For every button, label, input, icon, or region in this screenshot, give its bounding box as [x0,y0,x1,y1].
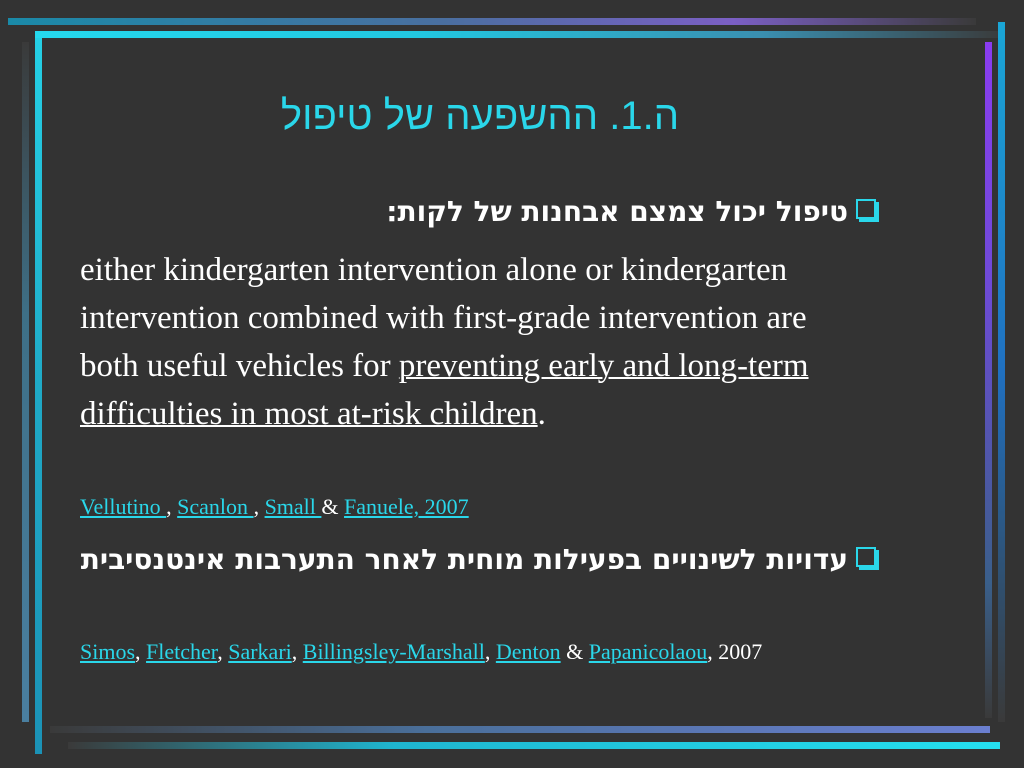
citation-separator: , [291,639,303,664]
frame-bar-right-inner [985,42,992,718]
author-link-small[interactable]: Small [264,494,322,519]
bullet-text-1: טיפול יכול צמצם אבחנות של לקות: [386,195,848,228]
citation-year: , 2007 [707,639,763,664]
square-bullet-icon [856,547,876,567]
citation-separator: , [484,639,496,664]
citation-separator: & [560,639,589,664]
author-link-denton[interactable]: Denton [495,639,561,664]
citation-separator: , [217,639,229,664]
quote-paragraph [80,246,840,438]
author-link-sarkari[interactable]: Sarkari [228,639,292,664]
citation-2 [80,635,880,669]
author-link-billingsley-marshall[interactable]: Billingsley-Marshall [302,639,485,664]
quote-text: either kindergarten intervention alone or kindergarten intervention combined with first-grade intervention are both useful vehicles for [80,252,807,384]
bullet-item-2 [80,540,876,580]
citation-1 [80,490,880,524]
author-link-papanicolaou[interactable]: Papanicolaou [588,639,708,664]
frame-bar-bottom-inner [50,726,990,733]
quote-period: . [537,396,546,432]
frame-bar-top-inner [35,31,1005,38]
square-bullet-icon [856,199,876,219]
frame-bar-bottom-outer [68,742,1000,749]
frame-bar-left-inner [35,38,42,754]
citation-separator: , [166,494,178,519]
bullet-text-2: עדויות לשינויים בפעילות מוחית לאחר התערבות אינטנסיבית [80,543,848,576]
author-link-vellutino[interactable]: Vellutino [80,494,167,519]
citation-separator: & [321,494,345,519]
author-link-simos[interactable]: Simos [80,639,136,664]
frame-bar-left-outer [22,42,29,722]
author-link-scanlon[interactable]: Scanlon [177,494,254,519]
slide-title: ה.1. ההשפעה של טיפול [280,94,680,138]
author-link-fanuele[interactable]: Fanuele, 2007 [344,494,469,519]
author-link-fletcher[interactable]: Fletcher [146,639,218,664]
frame-bar-top-outer [8,18,976,25]
bullet-item-1 [80,192,876,232]
citation-separator: , [135,639,147,664]
citation-separator: , [253,494,265,519]
quote-underlined-text: preventing early and long-term difficulties in most at-risk children [80,348,809,432]
frame-bar-right-outer [998,22,1005,722]
